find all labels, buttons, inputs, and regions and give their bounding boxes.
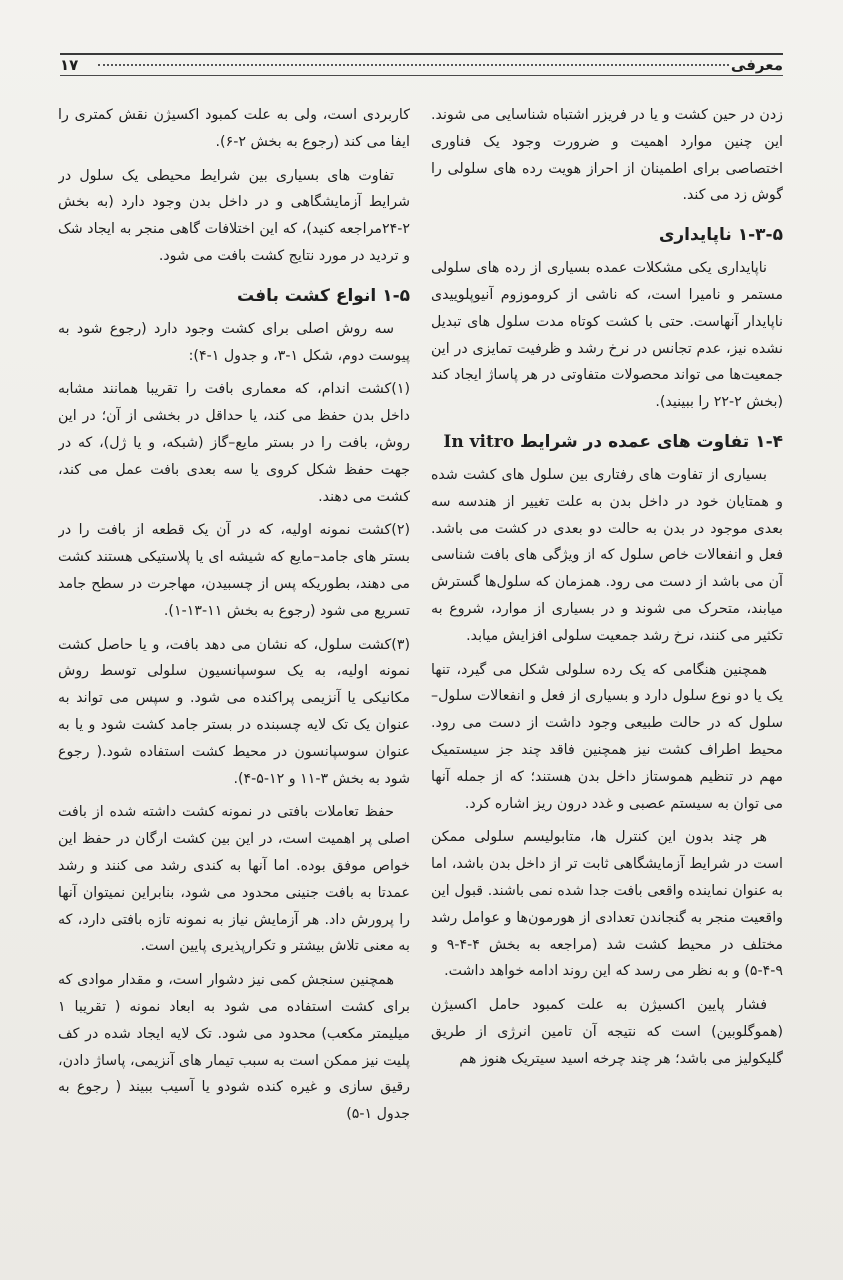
section-title-term: In vitro bbox=[443, 431, 515, 452]
list-item: (۳)کشت سلول، که نشان می دهد بافت، و یا حاصل کشت نمونه اولیه، به یک سوسپانسیون سلولی توسط روش مکانیکی یا آنزیمی پراکنده می شود. و سپس می تواند به عنوان یک تک لایه چسبنده در بستر جامد کشت شود و یا به عنوان سوسپانسون در محیط کشت استفاده شود.( رجوع شود به بخش ۳-۱۱ و ۱۲-۵-۴). bbox=[58, 636, 410, 787]
header-dot-leader bbox=[98, 64, 729, 66]
section-heading-instability bbox=[431, 221, 783, 249]
list-item: (۱)کشت اندام، که معماری بافت را تقریبا همانند مشابه داخل بدن حفظ می کند، یا حداقل در بخشی از آن؛ در این روش، بافت را در بستر مایع–گاز (شبکه، و یا ژل)، که در جهت حفظ شکل کروی یا سه بعدی بافت عمل می کند، کشت می دهند. bbox=[58, 381, 410, 505]
paragraph: کاربردی است، ولی به علت کمبود اکسیژن نقش کمتری را ایفا می کند (رجوع به بخش ۲-۶). bbox=[58, 107, 410, 150]
header-rule-top bbox=[60, 53, 783, 55]
paragraph: بسیاری از تفاوت های رفتاری بین سلول های کشت شده و همتایان خود در داخل بدن به علت تغییر از هندسه سه بعدی موجود در بدن به حالت دو بعدی در کشت می باشد. فعل و انفعالات خاص سلول که از ویژگی های بافت شناسی آن می باشد از دست می رود. همزمان که سلول‌ها گسترش میابند، متحرک می شوند و در بسیاری از موارد، شروع به تکثیر می کنند، نرخ رشد جمعیت سلولی افزایش میابد. bbox=[431, 466, 783, 644]
section-title: انواع کشت بافت bbox=[236, 285, 377, 306]
paragraph: تفاوت های بسیاری بین شرایط محیطی یک سلول در شرایط آزمایشگاهی و در داخل بدن وجود دارد (به بخش ۲-۲۴مراجعه کنید)، که این اختلافات گاهی منجر به ایجاد شک و تردید در مورد نتایج کشت بافت می شود. bbox=[58, 167, 410, 264]
paragraph: همچنین هنگامی که یک رده سلولی شکل می گیرد، تنها یک یا دو نوع سلول دارد و بسیاری از فعل و انفعالات سلول–سلول که در حالت طبیعی وجود داشت از دست می رود. محیط اطراف کشت نیز همچنین فاقد چند جز سیستمیک مهم در تنظیم هموستاز داخل بدن هستند؛ که از جمله آنها می توان به سیستم عصبی و غدد درون ریز اشاره کرد. bbox=[431, 661, 783, 812]
paragraph: ناپایداری یکی مشکلات عمده بسیاری از رده های سلولی مستمر و نامیرا است، که ناشی از کروموزوم آنیوپلوییدی ناپایدار آنهاست. حتی با کشت کوتاه مدت سلول های تبدیل نشده نیز، عدم تجانس در نرخ رشد و ظرفیت تمایزی در این جمعیت‌ها می تواند محصولات متفاوتی در هر پاساژ ایجاد کند (بخش ۲-۲۲ را ببینید). bbox=[431, 260, 783, 411]
header-rule-bottom bbox=[60, 75, 783, 76]
left-column bbox=[58, 102, 410, 1242]
page-number: ۱۷ bbox=[60, 56, 79, 74]
paragraph: زدن در حین کشت و یا در فریزر اشتباه شناسایی می شوند. این چنین موارد اهمیت و ضرورت وجود یک فناوری اختصاصی برای اطمینان از احراز هویت رده های سلولی را گوش زد می کند. bbox=[431, 107, 783, 204]
paragraph: همچنین سنجش کمی نیز دشوار است، و مقدار موادی که برای کشت استفاده می شود به ابعاد نمونه ( تقریبا ۱ میلیمتر مکعب) محدود می شود. تک لایه ایجاد شده در کف پلیت نیز ممکن است به سبب تیمار های آنزیمی، پاساژ دادن، رقیق سازی و غیره کنده شودو یا آسیب ببیند ( رجوع به جدول ۱-۵) bbox=[58, 972, 410, 1123]
list-item: (۲)کشت نمونه اولیه، که در آن یک قطعه از بافت را در بستر های جامد–مایع که شیشه ای یا پلاستیکی هستند کشت می دهند، بطوریکه پس از چسبیدن، مهاجرت در سطح جامد تسریع می شود (رجوع به بخش ۱۱-۱۳-۱). bbox=[58, 522, 410, 619]
paragraph: فشار پایین اکسیژن به علت کمبود حامل اکسیژن (هموگلوبین) است که نتیجه آن تامین انرژی از طریق گلیکولیز می باشد؛ هر چند چرخه اسید سیتریک هنوز هم bbox=[431, 997, 783, 1067]
paragraph: هر چند بدون این کنترل ها، متابولیسم سلولی ممکن است در شرایط آزمایشگاهی ثابت تر از داخل بدن باشد، اما به عنوان نماینده واقعی بافت جدا شده نمی باشند. قبول این واقعیت منجر به گنجاندن تعدادی از هورمون‌ها و عوامل رشد مختلف در محیط کشت شد (مراجعه به بخش ۴-۴-۹ و ۹-۴-۵) و به نظر می رسد که این روند ادامه خواهد داشت. bbox=[431, 829, 783, 980]
page-header bbox=[60, 45, 783, 79]
paragraph: حفظ تعاملات بافتی در نمونه کشت داشته شده از بافت اصلی پر اهمیت است، در این بین کشت ارگان در حفظ این خواص موفق بوده. اما آنها به کندی رشد می کنند و رشد عمدتا به بافت جنینی محدود می شود، بنابراین نمیتوان آنها را پرورش داد. هر آزمایش نیاز به نمونه تازه بافتی دارد، که به معنی تلاش بیشتر و تکرارپذیری پایین است. bbox=[58, 804, 410, 955]
paragraph: سه روش اصلی برای کشت وجود دارد (رجوع شود به پیوست دوم، شکل ۱-۳، و جدول ۱-۴): bbox=[58, 320, 410, 364]
section-number: ۱-۵ bbox=[382, 285, 410, 306]
section-title: ناپایداری bbox=[658, 225, 732, 246]
section-title: تفاوت های عمده در شرایط bbox=[520, 431, 750, 452]
right-column bbox=[431, 102, 783, 1242]
section-heading-in-vitro-differences bbox=[431, 428, 783, 456]
section-heading-culture-types bbox=[58, 282, 410, 310]
running-title: معرفی bbox=[730, 56, 783, 74]
section-number: ۱-۴ bbox=[755, 431, 783, 452]
section-number: ۱-۳-۵ bbox=[737, 225, 783, 246]
